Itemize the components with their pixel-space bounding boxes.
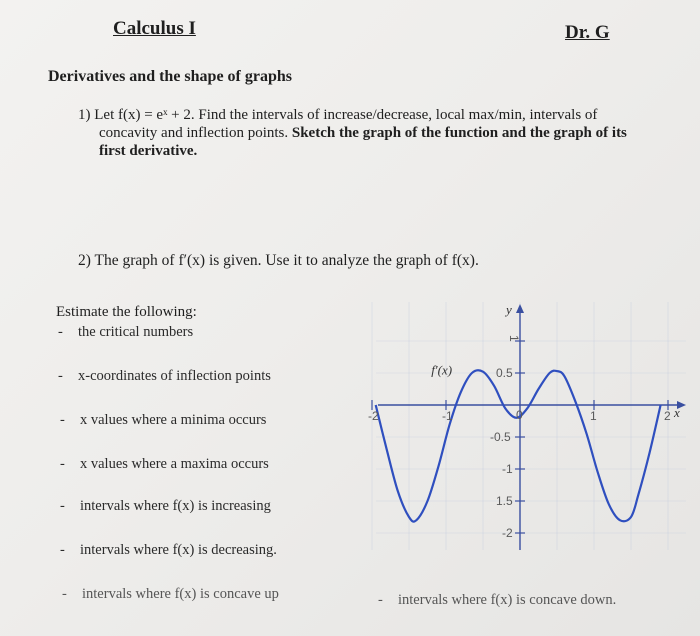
question-1 [78,106,678,160]
estimate-item-text: intervals where f(x) is decreasing. [80,542,277,558]
graph-grid [372,302,686,550]
bullet-dash: - [60,542,65,558]
estimate-heading: Estimate the following: [56,304,197,320]
question-1-text-line-2: concavity and inflection points. [99,125,289,141]
graph-labels [368,302,680,540]
question-2-text: The graph of f′(x) is given. Use it to analyze the graph of f(x). [94,252,479,269]
question-1-line-3 [78,142,678,160]
bullet-dash: - [60,456,65,472]
estimate-item-critical-numbers [58,324,194,341]
y-axis-arrow [516,304,524,313]
graph-curve-layer [376,370,661,521]
estimate-item-concave-up [62,586,279,603]
estimate-item-minima [60,412,267,429]
estimate-item-text: x values where a maxima occurs [80,456,269,472]
course-title: Calculus I [113,18,196,39]
estimate-item-inflection-points [58,368,271,385]
estimate-item-maxima [60,456,269,473]
estimate-item-increasing [60,498,271,515]
question-1-text-line-1: Let f(x) = eˣ + 2. Find the intervals of increase/decrease, local max/min, intervals of [94,107,598,123]
bullet-dash: - [58,368,63,384]
f-prime-curve [376,370,661,521]
bullet-dash: - [60,498,65,514]
estimate-item-text: the critical numbers [78,324,194,340]
question-1-line-1 [78,106,678,124]
question-1-number: 1) [78,107,91,123]
bullet-dash: - [378,592,383,608]
bullet-dash: - [60,412,65,428]
y-tick-label: -0.5 [490,430,511,444]
y-tick-label: -1 [502,462,513,476]
question-1-bold-line-2: Sketch the graph of the function and the graph of its [291,125,627,141]
estimate-item-concave-down [378,592,617,609]
x-tick-label: -2 [368,409,379,423]
question-2 [78,252,479,270]
x-tick-label: -1 [442,409,453,423]
bullet-dash: - [58,324,63,340]
y-tick-label: 1 [507,335,521,342]
y-tick-label: 1.5 [496,494,513,508]
question-2-number: 2) [78,252,91,269]
derivative-graph [368,298,690,554]
estimate-item-text: intervals where f(x) is concave down. [398,592,617,608]
x-tick-label: 1 [590,409,597,423]
estimate-item-text: intervals where f(x) is concave up [82,586,279,602]
section-title: Derivatives and the shape of graphs [48,68,293,85]
question-1-line-2 [78,124,678,142]
instructor-name: Dr. G [565,22,610,43]
curve-label: f′(x) [431,362,453,378]
estimate-item-decreasing [60,542,277,559]
origin-label: 0 [516,408,523,422]
y-axis-label: y [506,302,512,317]
estimate-item-text: intervals where f(x) is increasing [80,498,271,514]
estimate-item-text: x values where a minima occurs [80,412,267,428]
x-tick-label: 2 [664,409,671,423]
y-tick-label: 0.5 [496,366,513,380]
estimate-item-text: x-coordinates of inflection points [78,368,271,384]
y-tick-label: -2 [502,526,513,540]
question-1-bold-line-3: first derivative. [99,143,198,159]
bullet-dash: - [62,586,67,602]
x-axis-label: x [674,405,680,420]
